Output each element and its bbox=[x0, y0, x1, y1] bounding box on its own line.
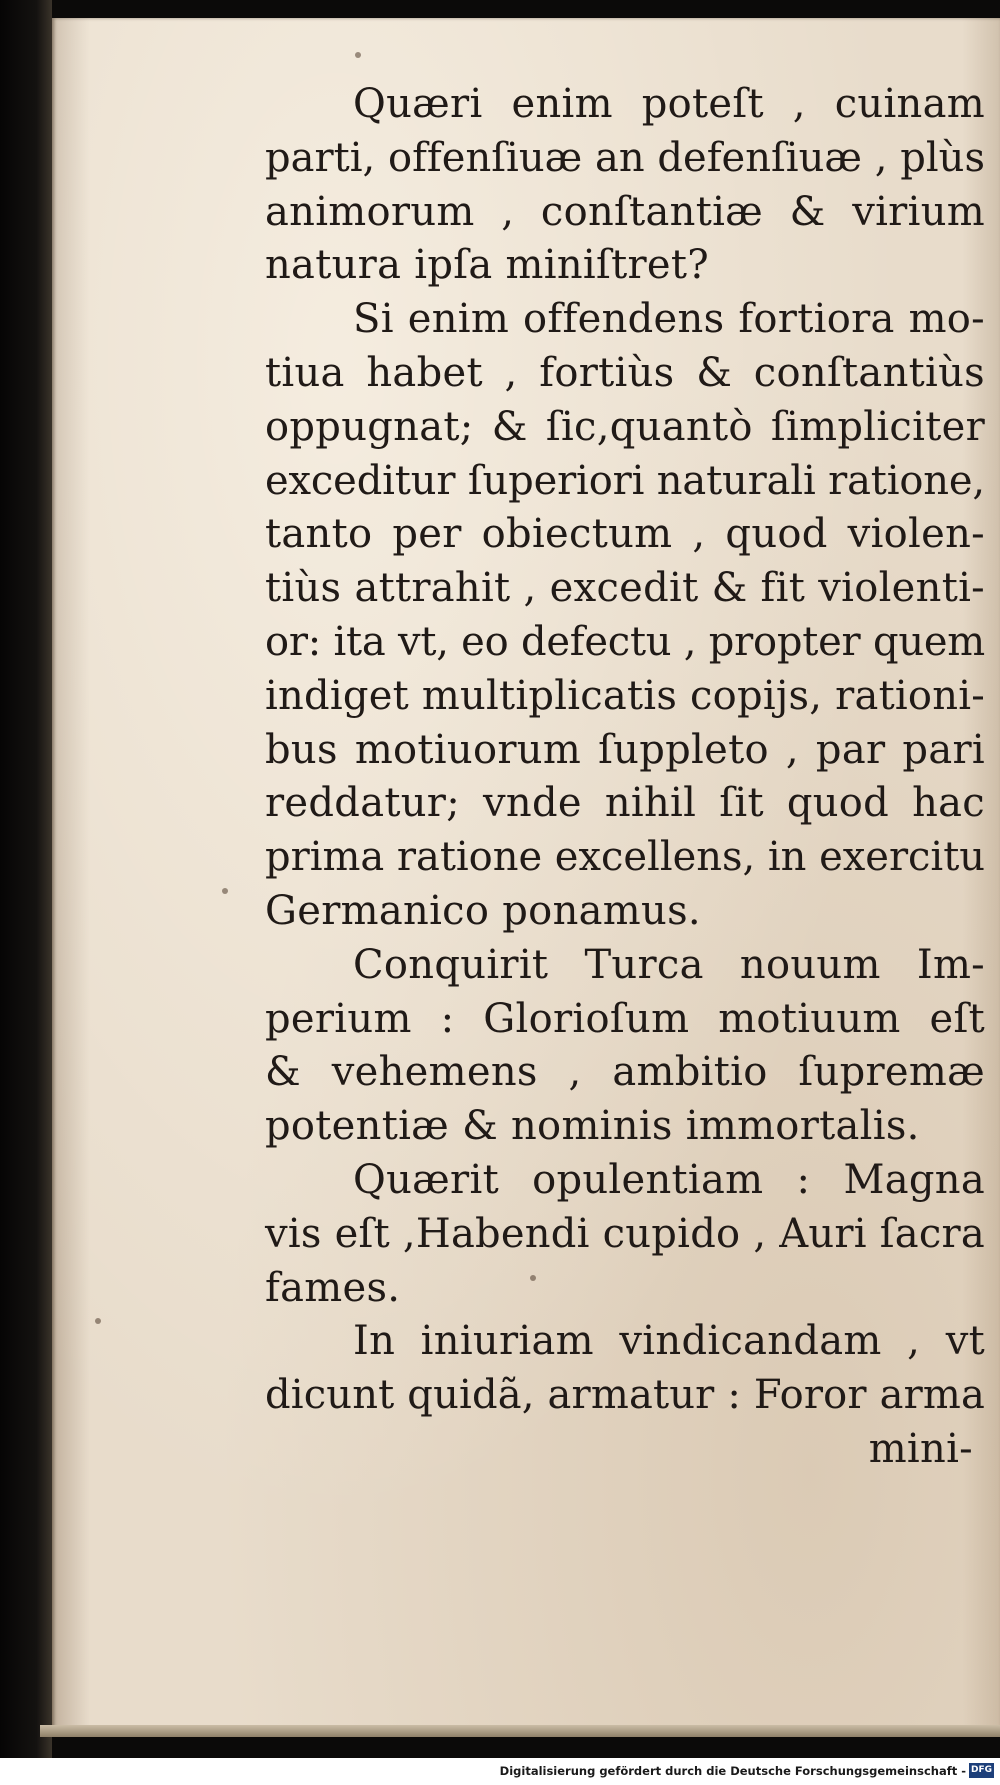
text-line: tiùs attrahit , excedit & fit violenti- bbox=[265, 565, 985, 612]
text-line: parti, offenſiuæ an defenſiuæ , plùs bbox=[265, 134, 985, 181]
text-line: vis eſt ,Habendi cupido , Auri ſacra bbox=[265, 1210, 985, 1257]
catchword: mini- bbox=[868, 1425, 973, 1472]
page-text bbox=[265, 78, 985, 1477]
text-line: tanto per obiectum , quod violen- bbox=[265, 511, 985, 558]
binding-edge bbox=[0, 0, 52, 1785]
text-line: Germanico ponamus. bbox=[265, 887, 701, 934]
text-line: or: ita vt, eo defectu , propter quem bbox=[265, 618, 985, 665]
text-line: In iniuriam vindicandam , vt bbox=[353, 1318, 985, 1365]
text-line: exceditur ſuperiori naturali ratione, bbox=[265, 457, 985, 504]
text-line: indiget multiplicatis copijs, rationi- bbox=[265, 672, 985, 719]
text-line: oppugnat; & ſic,quantò ſimpliciter bbox=[265, 403, 985, 450]
text-line: natura ipſa miniſtret? bbox=[265, 242, 709, 289]
text-line: Conquirit Turca nouum Im- bbox=[353, 941, 985, 988]
ink-speck bbox=[222, 888, 228, 894]
ink-speck bbox=[355, 52, 361, 58]
text-line: animorum , conſtantiæ & virium bbox=[265, 188, 985, 235]
text-line: dicunt quidã, armatur : Foror arma bbox=[265, 1372, 985, 1419]
text-line: Quæri enim poteſt , cuinam bbox=[353, 81, 985, 127]
dfg-logo-icon: DFG bbox=[969, 1763, 994, 1778]
text-line: & vehemens , ambitio ſupremæ bbox=[265, 1049, 985, 1096]
text-line: bus motiuorum ſuppleto , par pari bbox=[265, 726, 985, 773]
funding-credit: Digitalisierung gefördert durch die Deutsche Forschungsgemeinschaft - bbox=[499, 1764, 966, 1778]
digitization-footer bbox=[0, 1758, 1000, 1785]
page-bottom-edge bbox=[40, 1725, 1000, 1737]
text-line: perium : Glorioſum motiuum eſt bbox=[265, 995, 985, 1042]
text-line: prima ratione excellens, in exercitu bbox=[265, 834, 985, 881]
text-line: tiua habet , fortiùs & conſtantiùs bbox=[265, 349, 985, 396]
text-line: Si enim offendens fortiora mo- bbox=[353, 296, 985, 343]
text-line: Quærit opulentiam : Magna bbox=[353, 1156, 985, 1203]
text-line: potentiæ & nominis immortalis. bbox=[265, 1103, 920, 1150]
text-line: fames. bbox=[265, 1264, 401, 1311]
text-line: reddatur; vnde nihil ſit quod hac bbox=[265, 780, 985, 827]
ink-speck bbox=[95, 1318, 101, 1324]
